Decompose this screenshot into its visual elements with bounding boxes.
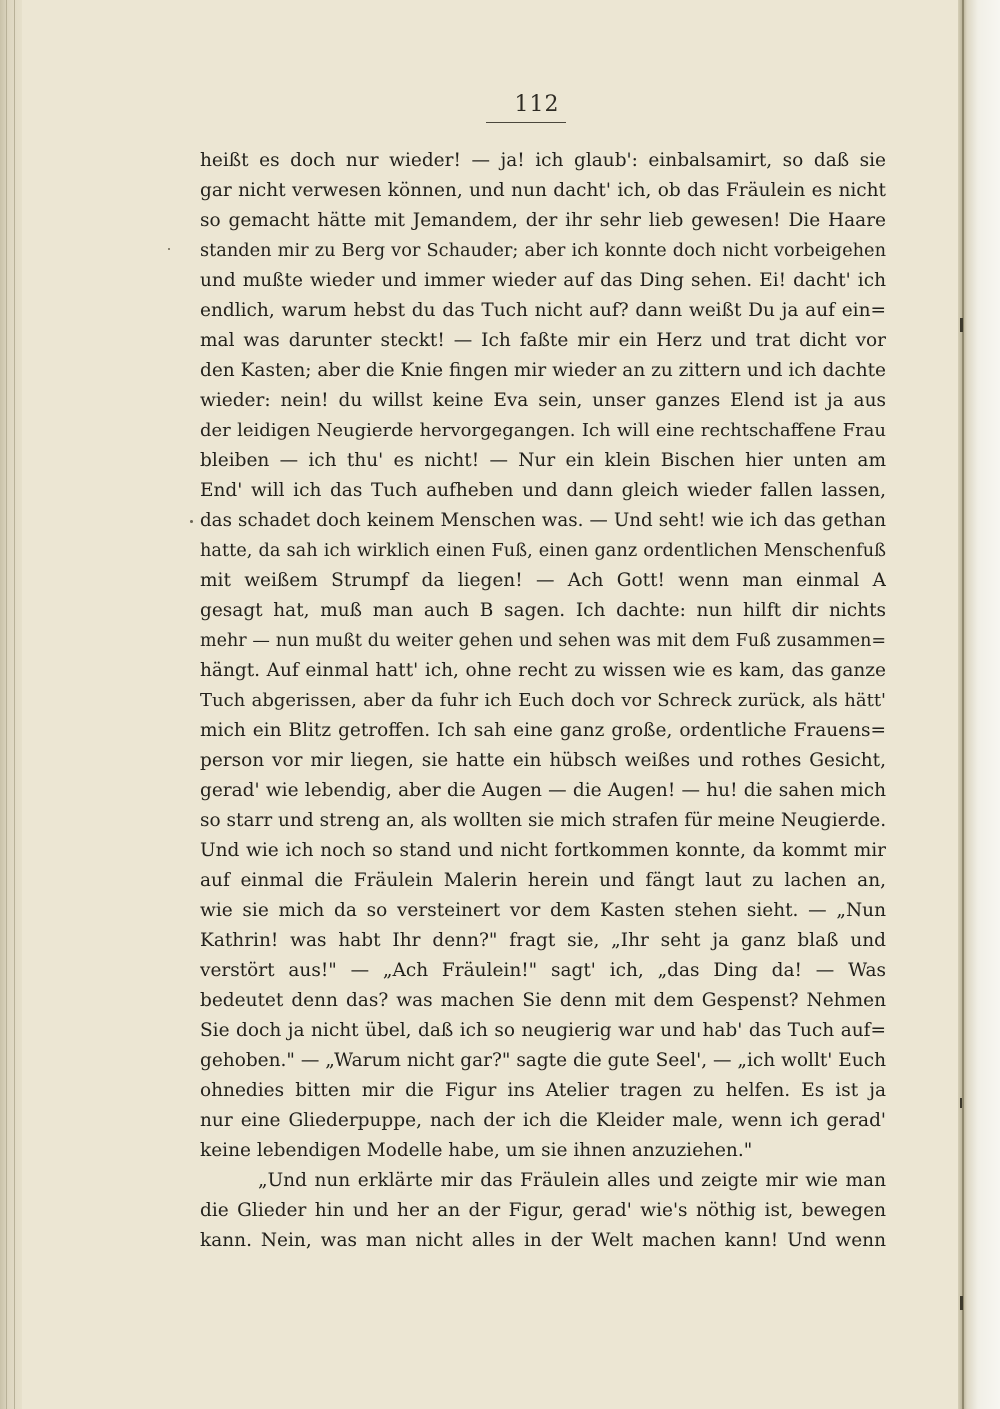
- page-number: 112: [514, 92, 560, 117]
- text-line: Sie doch ja nicht übel, daß ich so neugierig war und hab' das Tuch auf=: [200, 1020, 886, 1041]
- text-line: keine lebendigen Modelle habe, um sie ihnen anzuziehen.": [200, 1140, 753, 1161]
- gutter-line: [6, 0, 7, 1409]
- text-line: wieder: nein! du willst keine Eva sein, unser ganzes Elend ist ja aus: [200, 390, 886, 411]
- right-binding-edge: [958, 0, 1000, 1409]
- text-line: Tuch abgerissen, aber da fuhr ich Euch doch vor Schreck zurück, als hätt': [200, 690, 886, 711]
- text-line: gehoben." — „Warum nicht gar?" sagte die gute Seel', — „ich wollt' Euch: [200, 1050, 886, 1071]
- paper-speck: [190, 520, 193, 523]
- text-line: hängt. Auf einmal hatt' ich, ohne recht zu wissen wie es kam, das ganze: [200, 660, 886, 681]
- text-line: der leidigen Neugierde hervorgegangen. Ich will eine rechtschaffene Frau: [200, 420, 886, 441]
- text-line: den Kasten; aber die Knie fingen mir wieder an zu zittern und ich dachte: [200, 360, 886, 381]
- text-line: nur eine Gliederpuppe, nach der ich die Kleider male, wenn ich gerad': [200, 1110, 886, 1131]
- gutter-line: [14, 0, 15, 1409]
- text-line: so gemacht hätte mit Jemandem, der ihr sehr lieb gewesen! Die Haare: [200, 210, 886, 231]
- text-line: das schadet doch keinem Menschen was. — Und seht! wie ich das gethan: [200, 510, 886, 531]
- text-line: hatte, da sah ich wirklich einen Fuß, einen ganz ordentlichen Menschenfuß: [200, 541, 886, 561]
- body-text: [200, 146, 886, 1256]
- text-line: Und wie ich noch so stand und nicht fortkommen konnte, da kommt mir: [200, 840, 886, 861]
- paper-speck: [168, 248, 170, 250]
- text-line: bleiben — ich thu' es nicht! — Nur ein klein Bischen hier unten am: [200, 450, 886, 471]
- text-line: gar nicht verwesen können, und nun dacht' ich, ob das Fräulein es nicht: [200, 180, 886, 201]
- text-line: so starr und streng an, als wollten sie mich strafen für meine Neugierde.: [200, 810, 886, 831]
- text-line: heißt es doch nur wieder! — ja! ich glaub': einbalsamirt, so daß sie: [200, 150, 886, 171]
- text-line: standen mir zu Berg vor Schauder; aber ich konnte doch nicht vorbeigehen: [200, 241, 886, 261]
- text-line: mal was darunter steckt! — Ich faßte mir ein Herz und trat dicht vor: [200, 330, 886, 351]
- text-line: gesagt hat, muß man auch B sagen. Ich dachte: nun hilft dir nichts: [200, 600, 886, 621]
- binding-mark: [960, 1296, 963, 1310]
- text-line: „Und nun erklärte mir das Fräulein alles und zeigte mir wie man: [258, 1170, 886, 1191]
- text-line: person vor mir liegen, sie hatte ein hübsch weißes und rothes Gesicht,: [200, 750, 886, 771]
- text-line: mehr — nun mußt du weiter gehen und sehen was mit dem Fuß zusammen=: [200, 631, 886, 651]
- text-line: Kathrin! was habt Ihr denn?" fragt sie, „Ihr seht ja ganz blaß und: [200, 930, 886, 951]
- text-line: verstört aus!" — „Ach Fräulein!" sagt' ich, „das Ding da! — Was: [200, 960, 886, 981]
- paragraph-2: [200, 1166, 886, 1256]
- text-line: mit weißem Strumpf da liegen! — Ach Gott! wenn man einmal A: [200, 570, 886, 591]
- binding-mark: [960, 1098, 962, 1108]
- binding-edge-line: [962, 0, 964, 1409]
- binding-mark: [960, 318, 963, 332]
- text-line: und mußte wieder und immer wieder auf das Ding sehen. Ei! dacht' ich: [200, 270, 886, 291]
- text-line: End' will ich das Tuch aufheben und dann gleich wieder fallen lassen,: [200, 480, 886, 501]
- text-line: wie sie mich da so versteinert vor dem Kasten stehen sieht. — „Nun: [200, 900, 886, 921]
- text-line: die Glieder hin und her an der Figur, gerad' wie's nöthig ist, bewegen: [200, 1200, 886, 1221]
- text-line: endlich, warum hebst du das Tuch nicht auf? dann weißt Du ja auf ein=: [200, 300, 886, 321]
- paragraph-1: [200, 146, 886, 1166]
- text-line: bedeutet denn das? was machen Sie denn mit dem Gespenst? Nehmen: [200, 990, 886, 1011]
- text-line: kann. Nein, was man nicht alles in der Welt machen kann! Und wenn: [200, 1230, 886, 1251]
- text-line: gerad' wie lebendig, aber die Augen — die Augen! — hu! die sahen mich: [200, 780, 886, 801]
- text-line: mich ein Blitz getroffen. Ich sah eine ganz große, ordentliche Frauens=: [200, 720, 886, 741]
- text-line: ohnedies bitten mir die Figur ins Atelier tragen zu helfen. Es ist ja: [200, 1080, 886, 1101]
- left-page-gutter: [0, 0, 22, 1409]
- text-line: auf einmal die Fräulein Malerin herein und fängt laut zu lachen an,: [200, 870, 886, 891]
- page-number-rule: [486, 122, 566, 123]
